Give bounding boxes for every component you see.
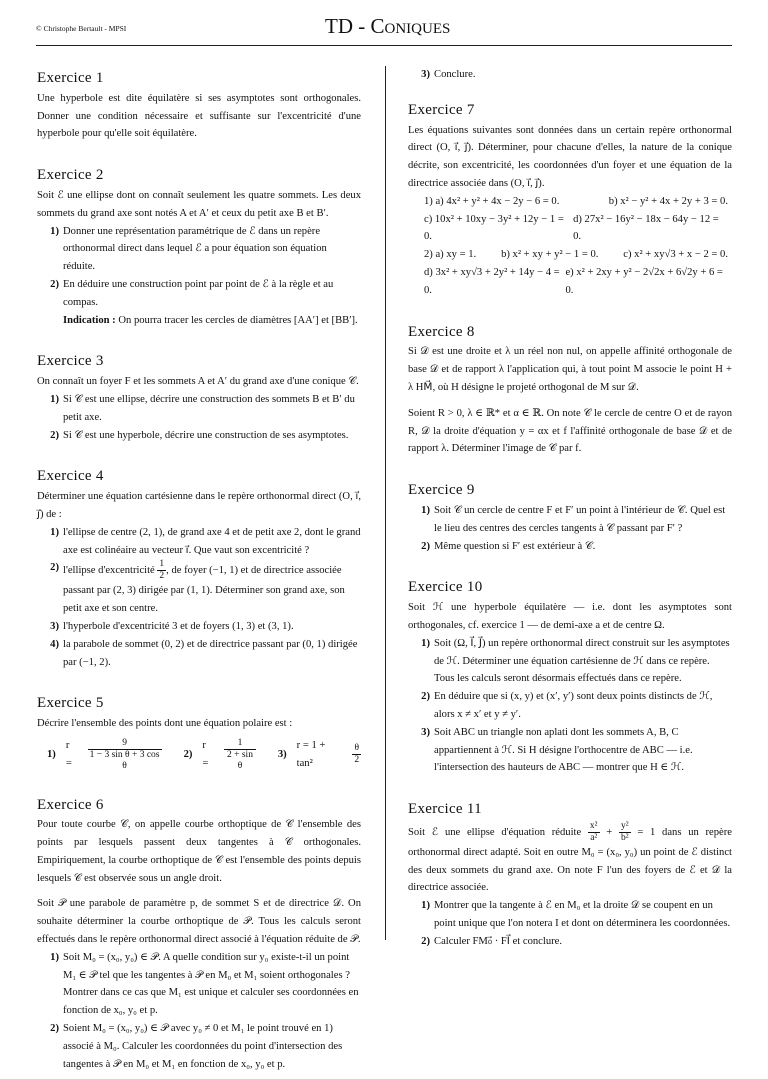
exercise-8 (408, 324, 732, 459)
question: 1) l'ellipse de centre (2, 1), de grand axe 4 et de petit axe 2, dont le grand axe est colinéaire au vecteur ı⃗. Que vaut son excentricité ? (50, 526, 361, 556)
exercise-title: Exercice 10 (408, 579, 483, 596)
equation-row: 1) a) 4x² + y² + 4x − 2y − 6 = 0. b) x² − y² + 4x + 2y + 3 = 0. (424, 195, 728, 207)
exercise-text: Si 𝒟 est une droite et λ un réel non nul, on appelle affinité orthogonale de base 𝒟 et de rapport λ l'application qui, à tout point M associe le point H + λ HM⃗, où H désigne le projeté orthogonal de M sur 𝒟. (408, 346, 732, 393)
question: 2) Calculer FM₀⃗ · FI⃗ et conclure. (421, 935, 562, 947)
question: 1) Montrer que la tangente à ℰ en M₀ et la droite 𝒟 se coupent en un point unique que l'on notera I et dont on déterminera les coordonnées. (421, 900, 731, 930)
exercise-title: Exercice 9 (408, 482, 475, 499)
fraction: $\frac{1}{2}$ (159, 559, 165, 582)
exercise-title: Exercice 6 (37, 796, 104, 813)
exercise-text: On connaît un foyer F et les sommets A et A′ du grand axe d'une conique 𝒞. (37, 376, 359, 388)
header-rule (36, 45, 732, 46)
question: 3) Conclure. (421, 69, 476, 80)
column-divider (385, 66, 386, 940)
exercise-text: Décrire l'ensemble des points dont une équation polaire est : (37, 718, 293, 730)
exercise-title: Exercice 4 (37, 468, 104, 485)
fraction: $\frac{\text{y²}}{\text{b²}}$ (620, 820, 629, 843)
exercise-title: Exercice 3 (37, 353, 104, 370)
question: 2) Même question si F′ est extérieur à 𝒞. (421, 540, 596, 552)
exercise-3 (37, 353, 361, 444)
exercise-2 (37, 167, 361, 329)
question: 1) Donner une représentation paramétrique de ℰ dans un repère orthonormal direct dans lequel ℰ a pour équation son équation réduite. (50, 225, 327, 273)
exercise-5 (37, 695, 361, 772)
left-column (37, 66, 361, 1079)
exercise-6 (37, 797, 361, 1074)
exercise-4 (37, 468, 361, 671)
exercise-title: Exercice 7 (408, 101, 475, 118)
exercise-9 (408, 482, 732, 555)
title-smallcaps: ONIQUES (384, 21, 451, 37)
title-main: TD - C (325, 14, 385, 38)
question: 2) Si 𝒞 est une hyperbole, décrire une construction de ses asymptotes. (50, 429, 349, 441)
question: 1) Si 𝒞 est une ellipse, décrire une construction des sommets B et B′ du petit axe. (50, 393, 355, 423)
exercise-text: Une hyperbole est dite équilatère si ses asymptotes sont orthogonales. Donner une condition nécessaire et suffisante sur l'excentricité d'une hyperbole pour qu'elle soit équilatère. (37, 92, 361, 140)
question: 2) Soient M₀ = (x₀, y₀) ∈ 𝒫 avec y₀ ≠ 0 et M₁ le point trouvé en 1) associé à M₀. Calculer les coordonnées du point d'intersection des tangentes à 𝒫 en M₀ et M₁ en fonction de x₀, y₀ et p. (50, 1023, 343, 1070)
exercise-text: Soit ℰ une ellipse d'équation réduite $\frac{\text{x²}}{\text{a²}}$ + $\frac{\text{y²}}{\text{b²}}$ = 1 dans un repère orthonormal direct adapté. Soit en outre M₀ = (x₀, y₀) un point de ℰ distinct des deux sommets du grand axe. On note F l'un des foyers de ℰ et 𝒟 la directrice associée. (408, 820, 732, 894)
exercise-title: Exercice 11 (408, 801, 482, 818)
page-title (325, 14, 450, 39)
question: 2) En déduire que si (x, y) et (x′, y′) sont deux points distincts de ℋ, alors x ≠ x′ et y ≠ y′. (421, 691, 713, 720)
polar-equations: 1) r = $\frac{9}{\text{1 − 3 sin θ + 3 cos θ}}$ 2) r = $\frac{1}{\text{2 + sin θ}}$ 3) r = 1 + tan² $\frac{\theta}{2}$ (47, 737, 360, 771)
equation-row: c) 10x² + 10xy − 3y² + 12y − 1 = 0. d) 27x² − 16y² − 18x − 64y − 12 = 0. (424, 213, 719, 243)
exercise-title: Exercice 5 (37, 695, 104, 712)
fraction: $\frac{\text{x²}}{\text{a²}}$ (589, 820, 598, 843)
exercise-text: Soit ℰ une ellipse dont on connaît seulement les quatre sommets. Les deux sommets du grand axe sont notés A et A′ et ceux du petit axe B et B′. (37, 189, 361, 219)
exercise-title: Exercice 2 (37, 167, 104, 184)
equation-row: d) 3x² + xy√3 + 2y² + 14y − 4 = 0. e) x² + 2xy + y² − 2√2x + 6√2y + 6 = 0. (424, 266, 723, 296)
question: 1) Soit (Ω, I⃗, J⃗) un repère orthonormal direct construit sur les asymptotes de ℋ. Déterminer une équation cartésienne de ℋ dans ce repère. Tous les calculs seront désormais effectués dans ce repère. (421, 637, 730, 685)
author-credit: © Christophe Bertault - MPSI (36, 24, 127, 33)
question: 1) Soit 𝒞 un cercle de centre F et F′ un point à l'intérieur de 𝒞. Quel est le lieu des centres des cercles tangents à 𝒞 passant par F′ ? (421, 504, 726, 534)
exercise-title: Exercice 1 (37, 70, 104, 86)
question: 3) l'hyperbole d'excentricité 3 et de foyers (1, 3) et (3, 1). (50, 620, 294, 632)
exercise-text: Pour toute courbe 𝒞, on appelle courbe orthoptique de 𝒞 l'ensemble des points par lesquels passent deux tangentes à 𝒞 orthogonales. Empiriquement, la courbe orthoptique de 𝒞 est l'ensemble des points depuis lesquels 𝒞 est observée sous un angle droit. (37, 819, 361, 884)
question: 1) Soit M₀ = (x₀, y₀) ∈ 𝒫. A quelle condition sur y₀ existe-t-il un point M₁ ∈ 𝒫 tel que les tangentes à 𝒫 en M₀ et M₁ soient orthogonales ? Montrer dans ce cas que M₁ est unique et calculer ses coordonnées en fonction de x₀, y₀ et p. (50, 951, 359, 1017)
exercise-text: Déterminer une équation cartésienne dans le repère orthonormal direct (O, ı⃗, ȷ⃗) de : (37, 491, 361, 520)
equation-row: 2) a) xy = 1. b) x² + xy + y² − 1 = 0. c) x² + xy√3 + x − 2 = 0. (424, 249, 728, 261)
exercise-10 (408, 579, 732, 777)
exercise-7 (408, 102, 732, 300)
hint: Indication : On pourra tracer les cercles de diamètres [AA′] et [BB′]. (63, 314, 358, 326)
exercise-text: Soient R > 0, λ ∈ ℝ* et α ∈ ℝ. On note 𝒞 le cercle de centre O et de rayon R, 𝒟 la droite d'équation y = αx et f l'affinité orthogonale de base 𝒟 et de rapport λ. Déterminer l'image de 𝒞 par f. (408, 407, 732, 455)
exercise-11 (408, 801, 732, 951)
exercise-text: Soit ℋ une hyperbole équilatère — i.e. dont les asymptotes sont orthogonales, cf. exercice 1 — de demi-axe a et de centre Ω. (408, 602, 732, 631)
exercise-text: Les équations suivantes sont données dans un certain repère orthonormal direct (O, ı⃗, ȷ⃗). Déterminer, pour chacune d'elles, la nature de la conique décrite, son excentricité, les coordonnées d'un foyer et une équation de la directrice associée dans (O, ı⃗, ȷ⃗). (408, 124, 732, 189)
exercise-1 (37, 70, 361, 143)
question: 4) la parabole de sommet (0, 2) et de directrice passant par (0, 1) dirigée par (−1, 2). (50, 638, 358, 668)
exercise-title: Exercice 8 (408, 323, 475, 340)
question: 2) l'ellipse d'excentricité $\frac{1}{2}$ , de foyer (−1, 1) et de directrice associée passant par (2, 3) dirigée par (1, 1). Déterminer son grand axe, son petit axe et son centre. (50, 559, 345, 615)
question: 2) En déduire une construction point par point de ℰ à la règle et au compas. (50, 278, 334, 308)
question: 3) Soit ABC un triangle non aplati dont les sommets A, B, C appartiennent à ℋ. Si H désigne l'orthocentre de ABC — i.e. l'intersection des hauteurs de ABC — montrer que H ∈ ℋ. (421, 726, 693, 774)
right-column (408, 66, 732, 957)
exercise-text: Soit 𝒫 une parabole de paramètre p, de sommet S et de directrice 𝒟. On souhaite déterminer la courbe orthoptique de 𝒫. Tous les calculs seront effectués dans le repère orthonormal direct associé à l'équation réduite de 𝒫. (37, 898, 361, 946)
